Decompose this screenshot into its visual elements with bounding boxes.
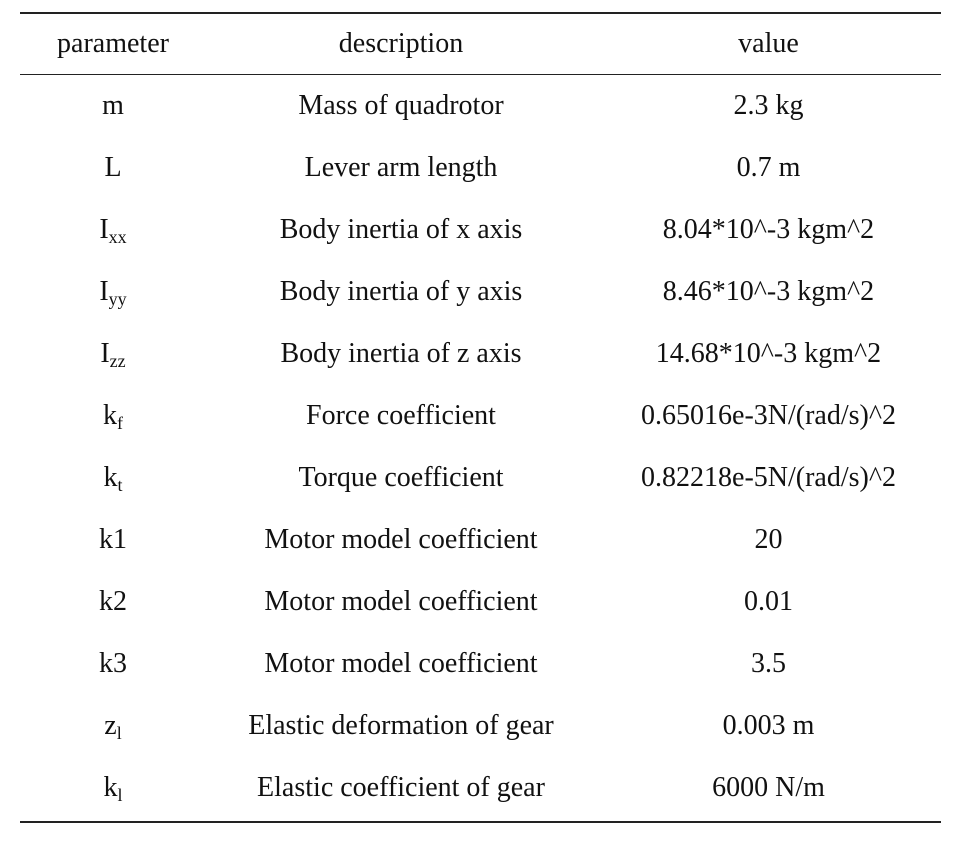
description-cell: Mass of quadrotor: [298, 90, 504, 121]
parameter-subscript: l: [117, 785, 123, 805]
parameter-cell: [20, 586, 206, 618]
parameter-cell: [20, 338, 206, 370]
description-cell: Motor model coefficient: [264, 648, 538, 679]
parameter-symbol: k: [103, 400, 117, 431]
value-cell: 20: [754, 524, 783, 555]
table-row: [20, 137, 941, 199]
table-row: [20, 75, 941, 137]
description-cell: Motor model coefficient: [264, 586, 538, 617]
parameter-cell: [20, 152, 206, 184]
parameter-symbol: k: [103, 462, 118, 493]
table-row: [20, 509, 941, 571]
parameter-subscript: l: [116, 723, 122, 743]
parameter-symbol: k: [103, 772, 118, 803]
parameter-subscript: t: [117, 475, 123, 495]
table-body: [20, 75, 941, 821]
table-row: [20, 757, 941, 819]
table-row: [20, 385, 941, 447]
table-bottom-rule: [20, 821, 941, 823]
parameter-symbol: I: [99, 214, 109, 245]
parameter-symbol: k3: [99, 648, 127, 679]
parameter-cell: [20, 400, 206, 432]
description-cell: Force coefficient: [306, 400, 496, 431]
header-description: description: [338, 28, 464, 59]
value-cell: 8.04*10^-3 kgm^2: [662, 214, 875, 245]
value-cell: 3.5: [751, 648, 786, 679]
parameter-cell: [20, 214, 206, 246]
parameter-subscript: yy: [108, 289, 127, 309]
parameter-subscript: xx: [108, 227, 127, 247]
parameter-symbol: k1: [99, 524, 127, 555]
parameter-symbol: L: [104, 152, 122, 183]
description-cell: Body inertia of z axis: [280, 338, 522, 369]
table-row: [20, 447, 941, 509]
parameter-cell: [20, 772, 206, 804]
table-row: [20, 695, 941, 757]
parameter-cell: [20, 710, 206, 742]
value-cell: 2.3 kg: [733, 90, 804, 121]
value-cell: 14.68*10^-3 kgm^2: [655, 338, 882, 369]
parameter-cell: [20, 90, 206, 122]
value-cell: 0.01: [744, 586, 793, 617]
description-cell: Motor model coefficient: [264, 524, 538, 555]
table-row: [20, 571, 941, 633]
table-row: [20, 633, 941, 695]
description-cell: Body inertia of x axis: [279, 214, 523, 245]
description-cell: Torque coefficient: [298, 462, 504, 493]
header-parameter: parameter: [57, 28, 169, 59]
parameter-subscript: zz: [109, 351, 126, 371]
parameter-cell: [20, 276, 206, 308]
header-value: value: [738, 28, 799, 59]
table-row: [20, 199, 941, 261]
parameter-symbol: m: [102, 90, 124, 121]
parameter-table: [20, 12, 941, 823]
table-row: [20, 261, 941, 323]
description-cell: Body inertia of y axis: [279, 276, 523, 307]
parameter-subscript: f: [117, 413, 123, 433]
parameter-symbol: I: [99, 276, 109, 307]
parameter-symbol: k2: [99, 586, 127, 617]
value-cell: 0.003 m: [722, 710, 815, 741]
value-cell: 0.7 m: [736, 152, 801, 183]
description-cell: Elastic coefficient of gear: [257, 772, 545, 803]
parameter-cell: [20, 524, 206, 556]
description-cell: Elastic deformation of gear: [248, 710, 554, 741]
parameter-symbol: z: [104, 710, 117, 741]
table-header-row: [20, 14, 941, 74]
value-cell: 0.65016e-3N/(rad/s)^2: [641, 400, 896, 431]
description-cell: Lever arm length: [304, 152, 498, 183]
table-row: [20, 323, 941, 385]
value-cell: 8.46*10^-3 kgm^2: [662, 276, 875, 307]
parameter-symbol: I: [100, 338, 110, 369]
parameter-cell: [20, 648, 206, 680]
parameter-cell: [20, 462, 206, 494]
value-cell: 6000 N/m: [712, 772, 825, 803]
value-cell: 0.82218e-5N/(rad/s)^2: [641, 462, 896, 493]
